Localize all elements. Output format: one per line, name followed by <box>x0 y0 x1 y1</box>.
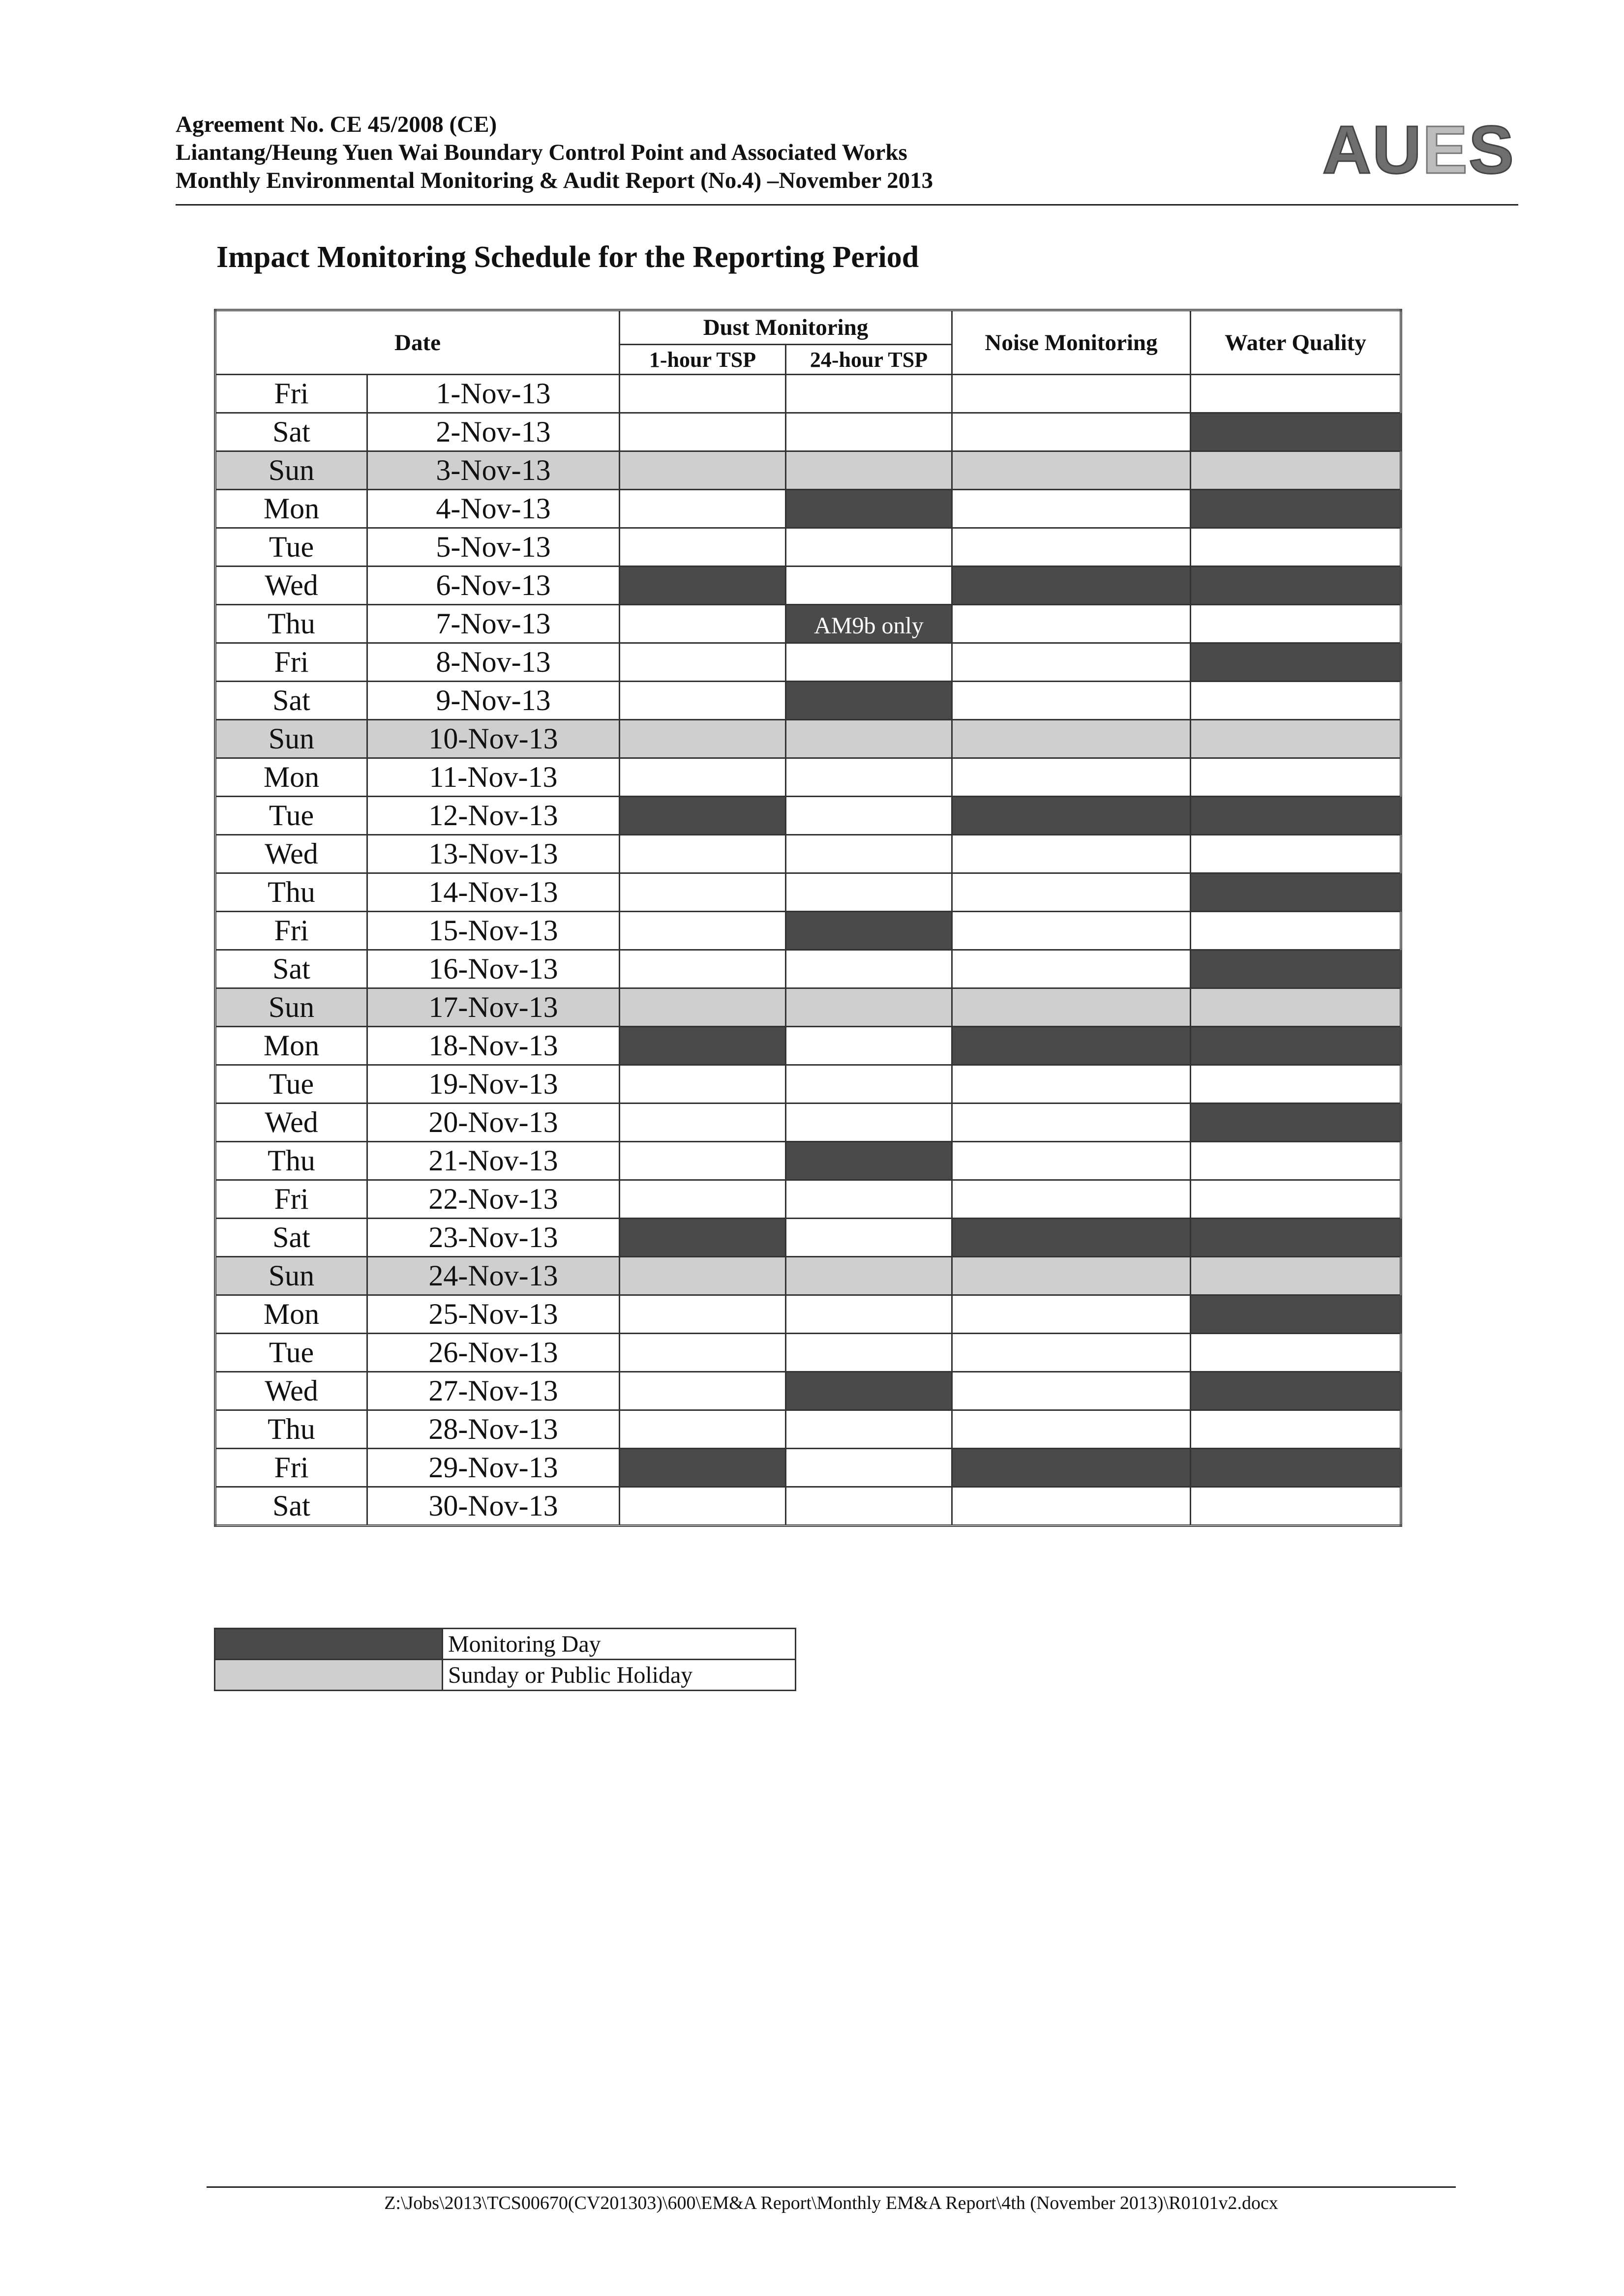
cell-24-hour-tsp <box>786 375 952 413</box>
row-day: Thu <box>215 1410 367 1449</box>
cell-24-hour-tsp <box>786 605 952 643</box>
cell-24-hour-tsp <box>786 1410 952 1449</box>
cell-water-quality <box>1191 797 1401 835</box>
footer-divider <box>207 2186 1456 2188</box>
row-day: Sat <box>215 1487 367 1526</box>
cell-water-quality <box>1191 988 1401 1027</box>
cell-24-hour-tsp <box>786 1372 952 1410</box>
cell-water-quality <box>1191 1487 1401 1526</box>
cell-1-hour-tsp <box>620 950 786 988</box>
table-row <box>215 451 1401 490</box>
row-day: Fri <box>215 912 367 950</box>
cell-noise <box>952 413 1191 451</box>
cell-24-hour-tsp <box>786 490 952 528</box>
table-row <box>215 912 1401 950</box>
cell-water-quality <box>1191 912 1401 950</box>
cell-1-hour-tsp <box>620 1065 786 1103</box>
table-row <box>215 1257 1401 1295</box>
cell-water-quality <box>1191 1065 1401 1103</box>
table-row <box>215 835 1401 873</box>
row-date: 15-Nov-13 <box>367 912 620 950</box>
cell-water-quality <box>1191 873 1401 912</box>
cell-noise <box>952 1334 1191 1372</box>
row-date: 26-Nov-13 <box>367 1334 620 1372</box>
cell-noise <box>952 758 1191 797</box>
logo-text-s: S <box>1468 112 1515 188</box>
row-day: Fri <box>215 1449 367 1487</box>
table-row <box>215 988 1401 1027</box>
header-water-quality: Water Quality <box>1191 310 1401 375</box>
aues-logo <box>1284 113 1515 187</box>
cell-24-hour-tsp <box>786 797 952 835</box>
cell-1-hour-tsp <box>620 1103 786 1142</box>
cell-water-quality <box>1191 720 1401 758</box>
cell-noise <box>952 1410 1191 1449</box>
cell-water-quality <box>1191 451 1401 490</box>
row-date: 28-Nov-13 <box>367 1410 620 1449</box>
cell-noise <box>952 797 1191 835</box>
legend-label-monitoring: Monitoring Day <box>443 1629 796 1660</box>
table-row <box>215 1027 1401 1065</box>
cell-water-quality <box>1191 490 1401 528</box>
cell-water-quality <box>1191 1410 1401 1449</box>
cell-24-hour-tsp <box>786 1487 952 1526</box>
table-row <box>215 1334 1401 1372</box>
row-date: 13-Nov-13 <box>367 835 620 873</box>
cell-1-hour-tsp <box>620 873 786 912</box>
row-day: Mon <box>215 490 367 528</box>
cell-noise <box>952 1219 1191 1257</box>
row-day: Thu <box>215 1142 367 1180</box>
cell-1-hour-tsp <box>620 643 786 682</box>
row-day: Mon <box>215 1295 367 1334</box>
row-date: 22-Nov-13 <box>367 1180 620 1219</box>
table-row <box>215 1372 1401 1410</box>
cell-24-hour-tsp <box>786 988 952 1027</box>
row-day: Fri <box>215 375 367 413</box>
monitoring-schedule-table <box>214 309 1402 1527</box>
cell-1-hour-tsp <box>620 1334 786 1372</box>
cell-1-hour-tsp <box>620 758 786 797</box>
cell-noise <box>952 682 1191 720</box>
header-report: Monthly Environmental Monitoring & Audit Report (No.4) –November 2013 <box>176 168 933 193</box>
cell-1-hour-tsp <box>620 682 786 720</box>
cell-noise <box>952 643 1191 682</box>
cell-1-hour-tsp <box>620 1295 786 1334</box>
table-row <box>215 1295 1401 1334</box>
row-date: 10-Nov-13 <box>367 720 620 758</box>
row-date: 11-Nov-13 <box>367 758 620 797</box>
cell-24-hour-tsp <box>786 528 952 567</box>
cell-24-hour-tsp <box>786 1449 952 1487</box>
footer-file-path: Z:\Jobs\2013\TCS00670(CV201303)\600\EM&A Report\Monthly EM&A Report\4th (November 2013)\R0101v2.docx <box>384 2193 1278 2213</box>
cell-1-hour-tsp <box>620 912 786 950</box>
header-1-hour-tsp: 1-hour TSP <box>620 345 786 375</box>
cell-noise <box>952 1103 1191 1142</box>
header-date: Date <box>215 310 620 375</box>
row-date: 14-Nov-13 <box>367 873 620 912</box>
cell-noise <box>952 528 1191 567</box>
cell-1-hour-tsp <box>620 1219 786 1257</box>
cell-24-hour-tsp <box>786 1334 952 1372</box>
legend-swatch-monitoring <box>215 1629 443 1660</box>
cell-24-hour-tsp <box>786 1219 952 1257</box>
cell-1-hour-tsp <box>620 988 786 1027</box>
table-row <box>215 567 1401 605</box>
row-day: Wed <box>215 1103 367 1142</box>
header-divider <box>176 204 1518 206</box>
row-date: 19-Nov-13 <box>367 1065 620 1103</box>
cell-noise <box>952 451 1191 490</box>
cell-1-hour-tsp <box>620 413 786 451</box>
row-date: 7-Nov-13 <box>367 605 620 643</box>
header-24-hour-tsp: 24-hour TSP <box>786 345 952 375</box>
row-date: 6-Nov-13 <box>367 567 620 605</box>
cell-1-hour-tsp <box>620 1372 786 1410</box>
row-date: 30-Nov-13 <box>367 1487 620 1526</box>
table-row <box>215 720 1401 758</box>
table-row <box>215 413 1401 451</box>
cell-1-hour-tsp <box>620 797 786 835</box>
row-day: Tue <box>215 528 367 567</box>
row-date: 25-Nov-13 <box>367 1295 620 1334</box>
cell-1-hour-tsp <box>620 1027 786 1065</box>
cell-1-hour-tsp <box>620 375 786 413</box>
cell-noise <box>952 1487 1191 1526</box>
cell-24-hour-tsp <box>786 873 952 912</box>
cell-noise <box>952 950 1191 988</box>
table-row <box>215 1180 1401 1219</box>
cell-24-hour-tsp <box>786 643 952 682</box>
row-date: 4-Nov-13 <box>367 490 620 528</box>
cell-noise <box>952 1449 1191 1487</box>
table-row <box>215 950 1401 988</box>
cell-water-quality <box>1191 1027 1401 1065</box>
cell-noise <box>952 605 1191 643</box>
table-row <box>215 1487 1401 1526</box>
row-day: Sat <box>215 950 367 988</box>
row-day: Fri <box>215 643 367 682</box>
row-date: 3-Nov-13 <box>367 451 620 490</box>
cell-1-hour-tsp <box>620 528 786 567</box>
table-row <box>215 528 1401 567</box>
cell-noise <box>952 1065 1191 1103</box>
table-row <box>215 1065 1401 1103</box>
cell-noise <box>952 1027 1191 1065</box>
cell-1-hour-tsp <box>620 1180 786 1219</box>
logo-text-au: AU <box>1322 112 1422 188</box>
cell-noise <box>952 1180 1191 1219</box>
cell-noise <box>952 1295 1191 1334</box>
cell-water-quality <box>1191 1180 1401 1219</box>
table-row <box>215 1449 1401 1487</box>
cell-1-hour-tsp <box>620 490 786 528</box>
legend-row-monitoring <box>215 1629 796 1660</box>
table-row <box>215 758 1401 797</box>
cell-24-hour-tsp <box>786 1180 952 1219</box>
cell-1-hour-tsp <box>620 720 786 758</box>
cell-24-hour-tsp <box>786 758 952 797</box>
cell-water-quality <box>1191 1295 1401 1334</box>
row-date: 5-Nov-13 <box>367 528 620 567</box>
cell-24-hour-tsp <box>786 1295 952 1334</box>
legend <box>214 1628 796 1691</box>
row-day: Sat <box>215 413 367 451</box>
cell-24-hour-tsp <box>786 451 952 490</box>
cell-noise <box>952 490 1191 528</box>
row-day: Wed <box>215 567 367 605</box>
cell-24-hour-tsp <box>786 1027 952 1065</box>
cell-water-quality <box>1191 643 1401 682</box>
header-noise-monitoring: Noise Monitoring <box>952 310 1191 375</box>
cell-water-quality <box>1191 1257 1401 1295</box>
cell-water-quality <box>1191 682 1401 720</box>
header-agreement: Agreement No. CE 45/2008 (CE) <box>176 112 497 137</box>
row-day: Sat <box>215 1219 367 1257</box>
row-day: Wed <box>215 835 367 873</box>
cell-24-hour-tsp <box>786 720 952 758</box>
cell-1-hour-tsp <box>620 1257 786 1295</box>
header-dust-monitoring: Dust Monitoring <box>620 310 952 345</box>
cell-24-hour-tsp <box>786 912 952 950</box>
cell-water-quality <box>1191 375 1401 413</box>
cell-noise <box>952 912 1191 950</box>
table-row <box>215 682 1401 720</box>
row-date: 29-Nov-13 <box>367 1449 620 1487</box>
cell-water-quality <box>1191 1219 1401 1257</box>
cell-water-quality <box>1191 758 1401 797</box>
row-date: 12-Nov-13 <box>367 797 620 835</box>
cell-water-quality <box>1191 835 1401 873</box>
cell-24-hour-tsp <box>786 1103 952 1142</box>
schedule-body <box>215 375 1401 1526</box>
row-date: 18-Nov-13 <box>367 1027 620 1065</box>
cell-noise <box>952 720 1191 758</box>
cell-1-hour-tsp <box>620 567 786 605</box>
cell-water-quality <box>1191 1372 1401 1410</box>
cell-1-hour-tsp <box>620 605 786 643</box>
row-date: 16-Nov-13 <box>367 950 620 988</box>
cell-noise <box>952 1372 1191 1410</box>
table-row <box>215 873 1401 912</box>
cell-1-hour-tsp <box>620 1142 786 1180</box>
cell-1-hour-tsp <box>620 1410 786 1449</box>
row-day: Thu <box>215 605 367 643</box>
row-day: Fri <box>215 1180 367 1219</box>
cell-water-quality <box>1191 1449 1401 1487</box>
row-date: 9-Nov-13 <box>367 682 620 720</box>
legend-row-sunday <box>215 1660 796 1691</box>
cell-noise <box>952 835 1191 873</box>
table-row <box>215 1142 1401 1180</box>
cell-noise <box>952 873 1191 912</box>
cell-24-hour-tsp <box>786 835 952 873</box>
row-date: 23-Nov-13 <box>367 1219 620 1257</box>
table-row <box>215 643 1401 682</box>
table-row <box>215 375 1401 413</box>
row-day: Sun <box>215 720 367 758</box>
cell-noise <box>952 988 1191 1027</box>
header-project: Liantang/Heung Yuen Wai Boundary Control Point and Associated Works <box>176 140 907 165</box>
cell-24-hour-tsp <box>786 413 952 451</box>
row-day: Tue <box>215 797 367 835</box>
row-day: Tue <box>215 1334 367 1372</box>
cell-water-quality <box>1191 1103 1401 1142</box>
table-row <box>215 490 1401 528</box>
cell-water-quality <box>1191 413 1401 451</box>
cell-water-quality <box>1191 528 1401 567</box>
cell-note: AM9b only <box>814 613 924 639</box>
row-day: Sun <box>215 988 367 1027</box>
cell-noise <box>952 567 1191 605</box>
cell-noise <box>952 1142 1191 1180</box>
row-day: Mon <box>215 1027 367 1065</box>
cell-1-hour-tsp <box>620 1487 786 1526</box>
row-date: 24-Nov-13 <box>367 1257 620 1295</box>
row-date: 27-Nov-13 <box>367 1372 620 1410</box>
legend-swatch-sunday <box>215 1660 443 1691</box>
row-date: 20-Nov-13 <box>367 1103 620 1142</box>
cell-water-quality <box>1191 1334 1401 1372</box>
row-date: 8-Nov-13 <box>367 643 620 682</box>
cell-water-quality <box>1191 1142 1401 1180</box>
table-row <box>215 1103 1401 1142</box>
cell-24-hour-tsp <box>786 1142 952 1180</box>
row-date: 21-Nov-13 <box>367 1142 620 1180</box>
table-row <box>215 605 1401 643</box>
table-row <box>215 797 1401 835</box>
cell-water-quality <box>1191 950 1401 988</box>
row-day: Wed <box>215 1372 367 1410</box>
cell-water-quality <box>1191 605 1401 643</box>
table-row <box>215 1410 1401 1449</box>
cell-1-hour-tsp <box>620 451 786 490</box>
cell-water-quality <box>1191 567 1401 605</box>
row-day: Sun <box>215 451 367 490</box>
section-title: Impact Monitoring Schedule for the Reporting Period <box>216 240 919 274</box>
cell-24-hour-tsp <box>786 1065 952 1103</box>
cell-24-hour-tsp <box>786 682 952 720</box>
cell-1-hour-tsp <box>620 835 786 873</box>
cell-24-hour-tsp <box>786 950 952 988</box>
table-row <box>215 1219 1401 1257</box>
row-day: Tue <box>215 1065 367 1103</box>
cell-noise <box>952 375 1191 413</box>
cell-24-hour-tsp <box>786 567 952 605</box>
row-day: Sat <box>215 682 367 720</box>
cell-24-hour-tsp <box>786 1257 952 1295</box>
row-day: Mon <box>215 758 367 797</box>
row-day: Thu <box>215 873 367 912</box>
legend-label-sunday: Sunday or Public Holiday <box>443 1660 796 1691</box>
cell-noise <box>952 1257 1191 1295</box>
row-date: 17-Nov-13 <box>367 988 620 1027</box>
cell-1-hour-tsp <box>620 1449 786 1487</box>
row-day: Sun <box>215 1257 367 1295</box>
row-date: 1-Nov-13 <box>367 375 620 413</box>
logo-text-e: E <box>1422 112 1469 188</box>
row-date: 2-Nov-13 <box>367 413 620 451</box>
